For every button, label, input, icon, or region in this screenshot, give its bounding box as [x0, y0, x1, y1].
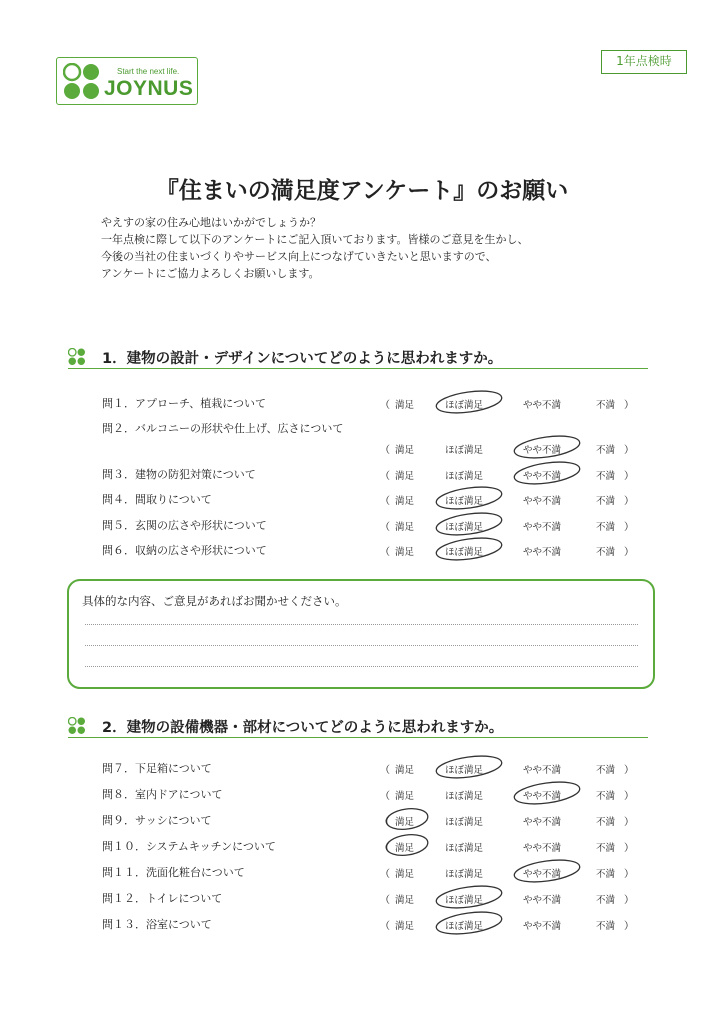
rating-option[interactable]: ほぼ満足	[445, 547, 484, 558]
clover-bullet-icon	[68, 348, 86, 366]
rating-option[interactable]: 不満	[596, 400, 616, 411]
rating-option[interactable]: ほぼ満足	[445, 869, 484, 880]
close-paren: ）	[624, 496, 634, 507]
rating-option[interactable]: 満足	[395, 869, 415, 880]
question-label: 問６．収納の広さや形状について	[102, 544, 267, 557]
rating-option[interactable]: ほぼ満足	[445, 791, 484, 802]
rating-option[interactable]: 満足	[395, 400, 415, 411]
comment-label: 具体的な内容、ご意見があればお聞かせください。	[82, 594, 347, 608]
rating-option[interactable]: 満足	[395, 791, 415, 802]
intro-line: 今後の当社の住まいづくりやサービス向上につなげていきたいと思いますので、	[101, 250, 497, 263]
rating-option[interactable]: 不満	[596, 496, 616, 507]
rating-option[interactable]: ほぼ満足	[445, 496, 484, 507]
question-label: 問１１．洗面化粧台について	[102, 866, 245, 879]
close-paren: ）	[624, 522, 634, 533]
rating-option[interactable]: やや不満	[523, 921, 562, 932]
joynus-logo	[56, 57, 198, 105]
close-paren: ）	[624, 765, 634, 776]
rating-option[interactable]: やや不満	[523, 496, 562, 507]
open-paren: （	[380, 791, 390, 802]
rating-option[interactable]: やや不満	[523, 843, 562, 854]
open-paren: （	[380, 843, 390, 854]
rating-option[interactable]: 満足	[395, 445, 415, 456]
rating-option[interactable]: やや不満	[523, 895, 562, 906]
rating-option[interactable]: 満足	[395, 843, 415, 854]
rating-option[interactable]: やや不満	[523, 471, 562, 482]
rating-option[interactable]: 満足	[395, 496, 415, 507]
close-paren: ）	[624, 921, 634, 932]
open-paren: （	[380, 496, 390, 507]
open-paren: （	[380, 522, 390, 533]
comment-box[interactable]	[67, 579, 655, 689]
rating-option[interactable]: ほぼ満足	[445, 843, 484, 854]
rating-option[interactable]: やや不満	[523, 765, 562, 776]
rating-option[interactable]: 満足	[395, 817, 415, 828]
open-paren: （	[380, 445, 390, 456]
clover-icon	[63, 63, 101, 101]
rating-option[interactable]: 不満	[596, 471, 616, 482]
comment-line[interactable]	[85, 645, 638, 646]
open-paren: （	[380, 765, 390, 776]
open-paren: （	[380, 869, 390, 880]
rating-option[interactable]: 満足	[395, 765, 415, 776]
close-paren: ）	[624, 547, 634, 558]
rating-option[interactable]: ほぼ満足	[445, 445, 484, 456]
intro-line: 一年点検に際して以下のアンケートにご記入頂いております。皆様のご意見を生かし、	[101, 233, 529, 246]
rating-option[interactable]: 満足	[395, 895, 415, 906]
close-paren: ）	[624, 869, 634, 880]
question-label: 問５．玄関の広さや形状について	[102, 519, 267, 532]
open-paren: （	[380, 817, 390, 828]
comment-line[interactable]	[85, 666, 638, 667]
question-label: 問９．サッシについて	[102, 814, 212, 827]
open-paren: （	[380, 921, 390, 932]
question-label: 問８．室内ドアについて	[102, 788, 223, 801]
close-paren: ）	[624, 400, 634, 411]
close-paren: ）	[624, 791, 634, 802]
intro-line: やえすの家の住み心地はいかがでしょうか？	[101, 216, 321, 229]
inspection-badge: 1年点検時	[601, 50, 687, 74]
close-paren: ）	[624, 817, 634, 828]
open-paren: （	[380, 400, 390, 411]
rating-option[interactable]: 不満	[596, 921, 616, 932]
rating-option[interactable]: 不満	[596, 817, 616, 828]
question-label: 問１．アプローチ、植栽について	[102, 397, 267, 410]
close-paren: ）	[624, 895, 634, 906]
open-paren: （	[380, 895, 390, 906]
logo-brand: JOYNUS	[104, 77, 194, 100]
open-paren: （	[380, 471, 390, 482]
rating-option[interactable]: 不満	[596, 869, 616, 880]
rating-option[interactable]: やや不満	[523, 522, 562, 533]
rating-option[interactable]: 不満	[596, 895, 616, 906]
rating-option[interactable]: ほぼ満足	[445, 765, 484, 776]
rating-option[interactable]: 満足	[395, 921, 415, 932]
logo-tagline: Start the next life.	[117, 67, 180, 76]
close-paren: ）	[624, 843, 634, 854]
rating-option[interactable]: 満足	[395, 547, 415, 558]
rating-option[interactable]: ほぼ満足	[445, 522, 484, 533]
intro-line: アンケートにご協力よろしくお願いします。	[101, 267, 320, 280]
intro-text	[101, 214, 528, 282]
rating-option[interactable]: 満足	[395, 522, 415, 533]
section2-rule	[68, 737, 648, 738]
question-label: 問４．間取りについて	[102, 493, 212, 506]
open-paren: （	[380, 547, 390, 558]
rating-option[interactable]: 不満	[596, 522, 616, 533]
rating-option[interactable]: 不満	[596, 791, 616, 802]
close-paren: ）	[624, 445, 634, 456]
close-paren: ）	[624, 471, 634, 482]
page-title: 『住まいの満足度アンケート』のお願い	[155, 178, 569, 204]
section1-rule	[68, 368, 648, 369]
question-label: 問７．下足箱について	[102, 762, 212, 775]
rating-option[interactable]: ほぼ満足	[445, 921, 484, 932]
question-label: 問３．建物の防犯対策について	[102, 468, 256, 481]
rating-option[interactable]: やや不満	[523, 817, 562, 828]
rating-option[interactable]: ほぼ満足	[445, 817, 484, 828]
rating-option[interactable]: やや不満	[523, 400, 562, 411]
rating-option[interactable]: やや不満	[523, 445, 562, 456]
rating-option[interactable]: やや不満	[523, 791, 562, 802]
rating-option[interactable]: やや不満	[523, 547, 562, 558]
rating-option[interactable]: ほぼ満足	[445, 471, 484, 482]
rating-option[interactable]: 不満	[596, 843, 616, 854]
rating-option[interactable]: ほぼ満足	[445, 400, 484, 411]
rating-option[interactable]: ほぼ満足	[445, 895, 484, 906]
question-label: 問１３．浴室について	[102, 918, 212, 931]
question-label: 問１０．システムキッチンについて	[102, 840, 276, 853]
rating-option[interactable]: 満足	[395, 471, 415, 482]
comment-line[interactable]	[85, 624, 638, 625]
question-label: 問１２．トイレについて	[102, 892, 223, 905]
rating-option[interactable]: 不満	[596, 765, 616, 776]
rating-option[interactable]: 不満	[596, 445, 616, 456]
clover-bullet-icon	[68, 717, 86, 735]
question-label: 問２．バルコニーの形状や仕上げ、広さについて	[102, 422, 344, 435]
rating-option[interactable]: 不満	[596, 547, 616, 558]
rating-option[interactable]: やや不満	[523, 869, 562, 880]
